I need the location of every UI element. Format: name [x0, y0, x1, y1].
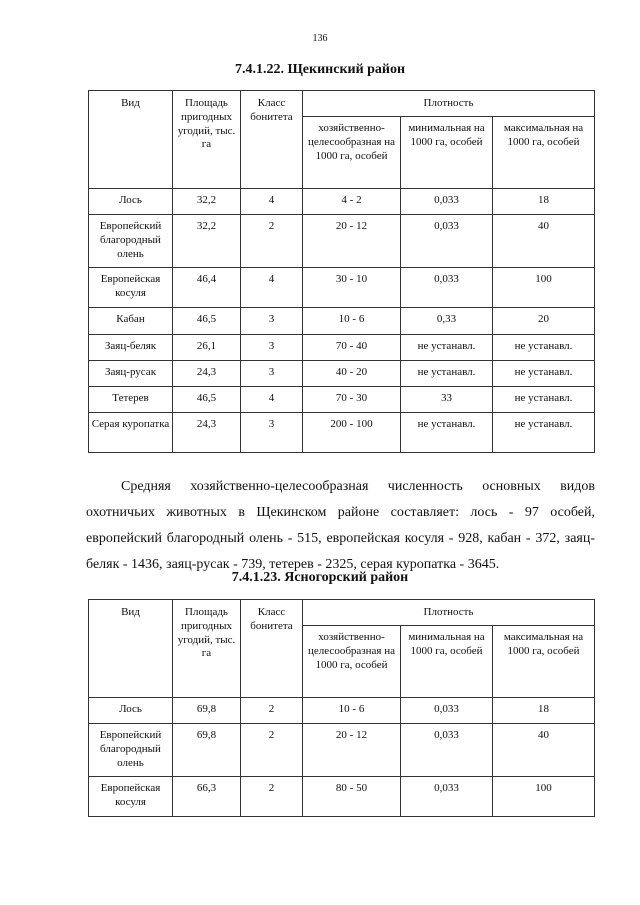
cell-econ: 200 - 100 — [303, 413, 401, 453]
cell-min: 0,033 — [401, 268, 493, 308]
cell-species: Лось — [89, 698, 173, 724]
cell-area: 26,1 — [173, 335, 241, 361]
cell-species: Серая куропатка — [89, 413, 173, 453]
header-class: Класс бонитета — [241, 91, 303, 189]
cell-species: Европейская косуля — [89, 777, 173, 817]
cell-species: Европейский благородный олень — [89, 215, 173, 268]
table-row — [89, 335, 595, 361]
section-title-shchekino: 7.4.1.22. Щекинский район — [234, 62, 406, 77]
cell-species: Европейский благородный олень — [89, 724, 173, 777]
cell-class: 3 — [241, 361, 303, 387]
cell-min: 0,033 — [401, 189, 493, 215]
cell-area: 46,4 — [173, 268, 241, 308]
table-row — [89, 308, 595, 335]
table-row — [89, 698, 595, 724]
cell-econ: 30 - 10 — [303, 268, 401, 308]
cell-max: 100 — [493, 777, 595, 817]
cell-max: 40 — [493, 724, 595, 777]
page-number: 136 — [312, 33, 328, 44]
cell-min: 0,033 — [401, 215, 493, 268]
cell-class: 2 — [241, 777, 303, 817]
cell-species: Лось — [89, 189, 173, 215]
header-econ-density: хозяйственно-целесообразная на 1000 га, особей — [303, 117, 401, 189]
table-row — [89, 413, 595, 453]
cell-area: 69,8 — [173, 724, 241, 777]
table-row — [89, 361, 595, 387]
cell-species: Тетерев — [89, 387, 173, 413]
cell-area: 24,3 — [173, 413, 241, 453]
cell-area: 46,5 — [173, 387, 241, 413]
table-row — [89, 268, 595, 308]
cell-max: 18 — [493, 189, 595, 215]
cell-econ: 80 - 50 — [303, 777, 401, 817]
summary-paragraph: Средняя хозяйственно-целесообразная численность основных видов охотничьих животных в Щекинском районе составляет: лось - 97 особей, европейский благородный олень - 515, европейская косуля - 928, кабан - 372, заяц-беляк - 1436, заяц-русак - 739, тетерев - 2325, серая куропатка - 3645. — [86, 479, 595, 572]
cell-area: 46,5 — [173, 308, 241, 335]
cell-class: 3 — [241, 308, 303, 335]
cell-species: Кабан — [89, 308, 173, 335]
cell-econ: 70 - 30 — [303, 387, 401, 413]
density-table-shchekino — [88, 90, 595, 453]
table-row — [89, 215, 595, 268]
cell-econ: 70 - 40 — [303, 335, 401, 361]
cell-econ: 40 - 20 — [303, 361, 401, 387]
header-area: Площадь пригодных угодий, тыс. га — [173, 600, 241, 698]
cell-class: 4 — [241, 268, 303, 308]
cell-species: Заяц-беляк — [89, 335, 173, 361]
cell-max: 100 — [493, 268, 595, 308]
header-species: Вид — [89, 600, 173, 698]
cell-econ: 20 - 12 — [303, 724, 401, 777]
density-table-yasnogorsk — [88, 599, 595, 817]
header-area: Площадь пригодных угодий, тыс. га — [173, 91, 241, 189]
table-row — [89, 777, 595, 817]
cell-area: 24,3 — [173, 361, 241, 387]
header-class: Класс бонитета — [241, 600, 303, 698]
cell-min: не устанавл. — [401, 413, 493, 453]
header-species: Вид — [89, 91, 173, 189]
cell-max: 40 — [493, 215, 595, 268]
cell-area: 66,3 — [173, 777, 241, 817]
cell-class: 4 — [241, 387, 303, 413]
header-min-density: минимальная на 1000 га, особей — [401, 117, 493, 189]
cell-class: 2 — [241, 698, 303, 724]
cell-min: 0,033 — [401, 724, 493, 777]
table-row — [89, 724, 595, 777]
cell-min: 33 — [401, 387, 493, 413]
cell-species: Европейская косуля — [89, 268, 173, 308]
cell-class: 2 — [241, 724, 303, 777]
cell-econ: 10 - 6 — [303, 698, 401, 724]
cell-min: 0,033 — [401, 698, 493, 724]
cell-area: 32,2 — [173, 189, 241, 215]
header-density: Плотность — [303, 600, 595, 626]
cell-max: не устанавл. — [493, 413, 595, 453]
header-density: Плотность — [303, 91, 595, 117]
cell-max: 18 — [493, 698, 595, 724]
cell-area: 32,2 — [173, 215, 241, 268]
table-row — [89, 189, 595, 215]
cell-class: 3 — [241, 413, 303, 453]
cell-max: не устанавл. — [493, 335, 595, 361]
cell-econ: 20 - 12 — [303, 215, 401, 268]
cell-max: не устанавл. — [493, 361, 595, 387]
cell-area: 69,8 — [173, 698, 241, 724]
cell-min: 0,33 — [401, 308, 493, 335]
cell-min: не устанавл. — [401, 361, 493, 387]
header-max-density: максимальная на 1000 га, особей — [493, 626, 595, 698]
cell-species: Заяц-русак — [89, 361, 173, 387]
header-min-density: минимальная на 1000 га, особей — [401, 626, 493, 698]
table-row — [89, 387, 595, 413]
cell-econ: 4 - 2 — [303, 189, 401, 215]
cell-econ: 10 - 6 — [303, 308, 401, 335]
cell-class: 2 — [241, 215, 303, 268]
cell-max: не устанавл. — [493, 387, 595, 413]
cell-class: 4 — [241, 189, 303, 215]
cell-min: не устанавл. — [401, 335, 493, 361]
header-econ-density: хозяйственно-целесообразная на 1000 га, особей — [303, 626, 401, 698]
cell-class: 3 — [241, 335, 303, 361]
header-max-density: максимальная на 1000 га, особей — [493, 117, 595, 189]
section-title-yasnogorsk: 7.4.1.23. Ясногорский район — [231, 570, 409, 585]
cell-max: 20 — [493, 308, 595, 335]
cell-min: 0,033 — [401, 777, 493, 817]
